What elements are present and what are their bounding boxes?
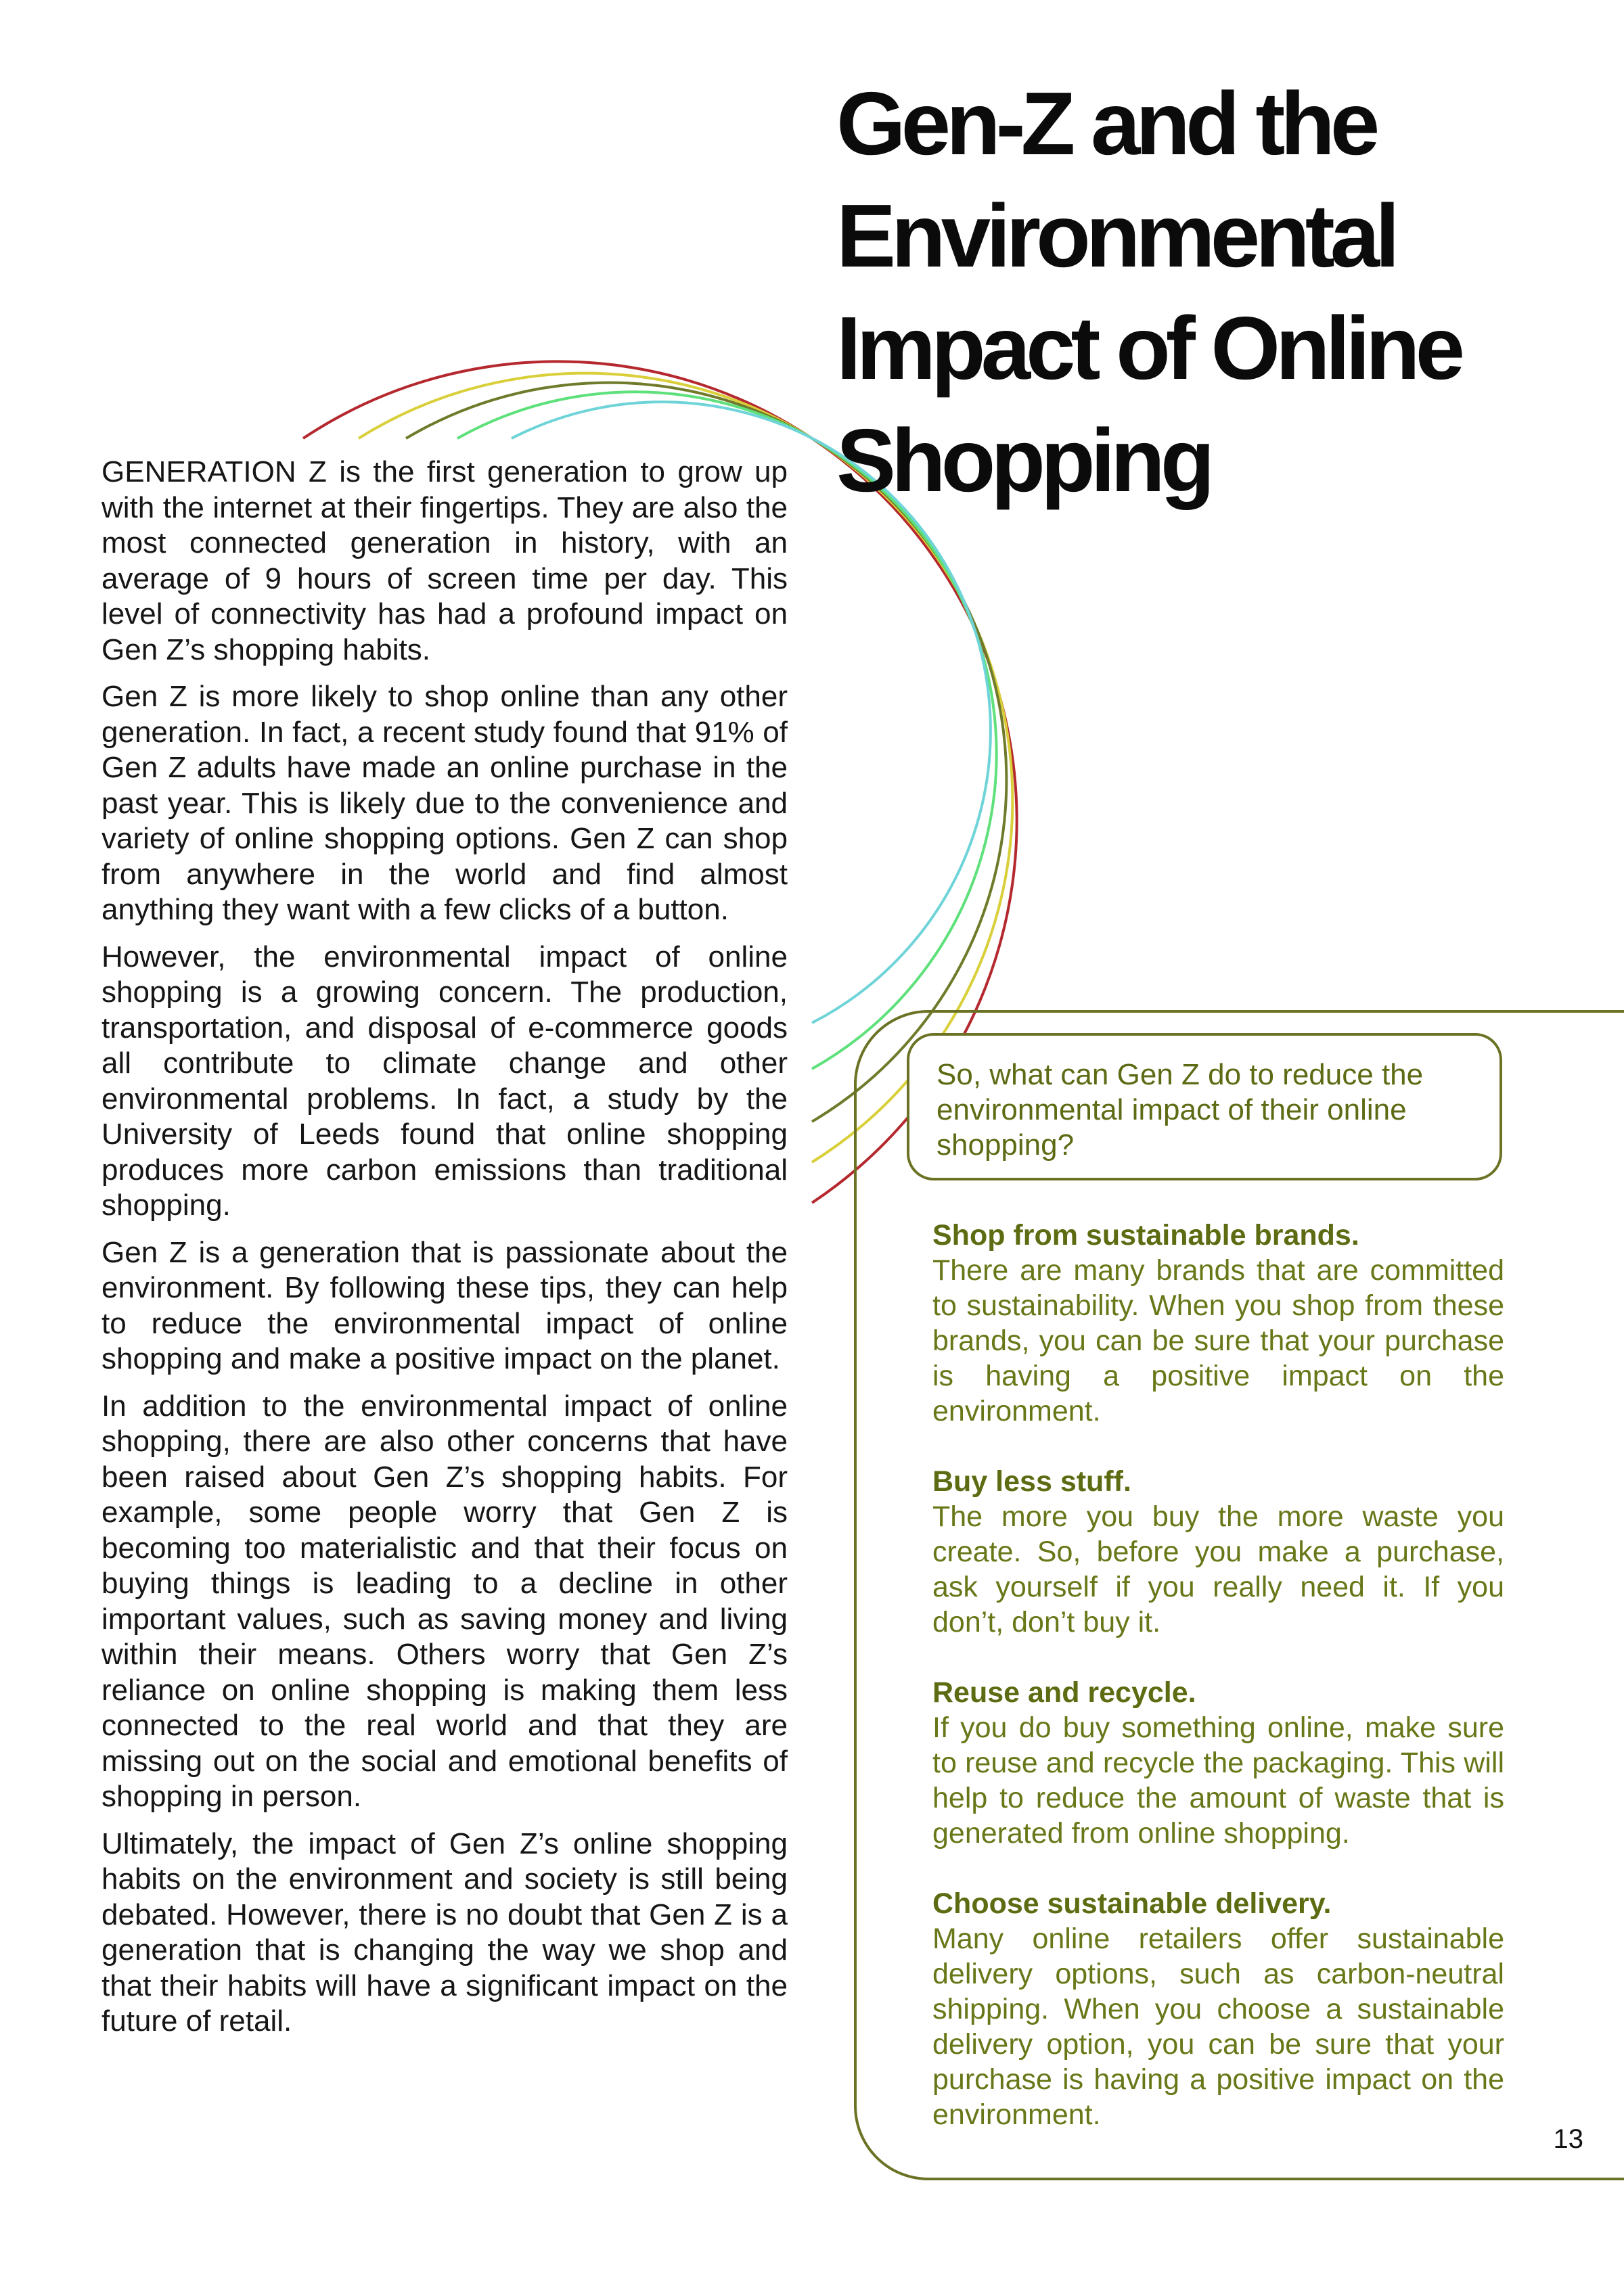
body-paragraph-2: Gen Z is more likely to shop online than any other generation. In fact, a recent study found that 91% of Gen Z adults have made an online purchase in the past year. This is likely due to the convenience and variety of online shopping options. Gen Z can shop from anywhere in the world and find almost anything they want with a few clicks of a button. bbox=[102, 680, 788, 926]
tip-text: The more you buy the more waste you create. So, before you make a purchase, ask yourself if you really need it. If you don’t, don’t buy it. bbox=[932, 1500, 1504, 1638]
body-paragraph-1: GENERATION Z is the first generation to grow up with the internet at their fingertips. They are also the most connected generation in history, with an average of 9 hours of screen time per day. This level of connectivity has had a profound impact on Gen Z’s shopping habits. bbox=[102, 455, 788, 666]
tip-text: Many online retailers offer sustainable delivery options, such as carbon-neutral shipping. When you choose a sustainable delivery option, you can be sure that your purchase is having a positive impact on the environment. bbox=[932, 1923, 1504, 2131]
tip-item bbox=[932, 1886, 1504, 2132]
page-title: Gen-Z and the Environmental Impact of Online Shopping bbox=[836, 74, 1461, 510]
body-paragraph-6: Ultimately, the impact of Gen Z’s online shopping habits on the environment and society is still being debated. However, there is no doubt that Gen Z is a generation that is changing the way we shop and that their habits will have a significant impact on the future of retail. bbox=[102, 1827, 788, 2038]
tip-item bbox=[932, 1218, 1504, 1429]
article-body bbox=[102, 455, 788, 2051]
question-box bbox=[907, 1033, 1502, 1180]
tip-heading: Buy less stuff. bbox=[932, 1465, 1131, 1498]
tip-heading: Shop from sustainable brands. bbox=[932, 1219, 1359, 1252]
tip-heading: Reuse and recycle. bbox=[932, 1676, 1196, 1709]
tip-text: There are many brands that are committed to sustainability. When you shop from these brands, you can be sure that your purchase is having a positive impact on the environment. bbox=[932, 1254, 1504, 1427]
body-paragraph-5: In addition to the environmental impact of online shopping, there are also other concerns that have been raised about Gen Z’s shopping habits. For example, some people worry that Gen Z is becoming too materialistic and that their focus on buying things is leading to a decline in other important values, such as saving money and living within their means. Others worry that Gen Z’s reliance on online shopping is making them less connected to the real world and that they are missing out on the social and emotional benefits of shopping in person. bbox=[102, 1389, 788, 1813]
body-paragraph-4: Gen Z is a generation that is passionate about the environment. By following these tips, they can help to reduce the environmental impact of online shopping and make a positive impact on the planet. bbox=[102, 1235, 788, 1375]
question-text: So, what can Gen Z do to reduce the environmental impact of their online shopping? bbox=[937, 1058, 1424, 1162]
tip-item bbox=[932, 1675, 1504, 1851]
tips-list bbox=[932, 1218, 1504, 2167]
tip-heading: Choose sustainable delivery. bbox=[932, 1887, 1332, 1920]
tip-item bbox=[932, 1464, 1504, 1640]
page-number: 13 bbox=[1553, 2124, 1583, 2154]
tip-text: If you do buy something online, make sure to reuse and recycle the packaging. This will help to reduce the amount of waste that is generated from online shopping. bbox=[932, 1712, 1504, 1850]
body-paragraph-3: However, the environmental impact of online shopping is a growing concern. The production, transportation, and disposal of e-commerce goods all contribute to climate change and other environmental problems. In fact, a study by the University of Leeds found that online shopping produces more carbon emissions than traditional shopping. bbox=[102, 940, 788, 1222]
